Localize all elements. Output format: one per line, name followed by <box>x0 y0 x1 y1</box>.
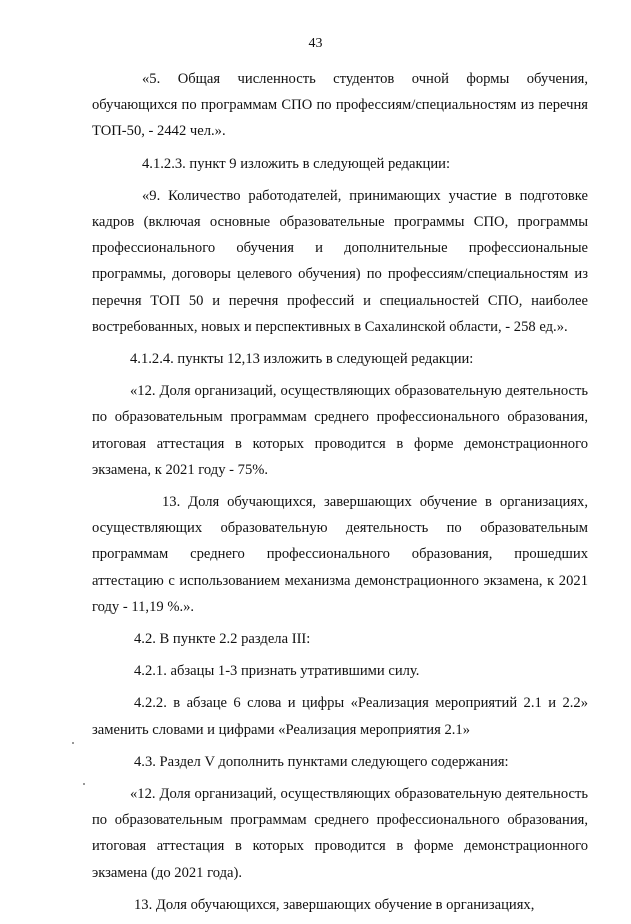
paragraph-item-12: «12. Доля организаций, осуществляющих образовательную деятельность по образовательным программам среднего профессионального образования, итоговая аттестация в которых проводится в форме демонстрационного экзамена, к 2021 году - 75%. <box>92 383 588 478</box>
paragraph-4-3: 4.3. Раздел V дополнить пунктами следующего содержания: <box>134 753 509 770</box>
paragraph-4-2-1: 4.2.1. абзацы 1-3 признать утратившими силу. <box>134 663 420 680</box>
paragraph-4-2: 4.2. В пункте 2.2 раздела III: <box>134 631 311 648</box>
paragraph-section-v-item-13: 13. Доля обучающихся, завершающих обучение в организациях, <box>134 896 535 913</box>
scan-speck <box>72 742 74 744</box>
paragraph-4-1-2-4: 4.1.2.4. пункты 12,13 изложить в следующей редакции: <box>130 351 474 368</box>
paragraph-4-2-2: 4.2.2. в абзаце 6 слова и цифры «Реализация мероприятий 2.1 и 2.2» заменить словами и цифрами «Реализация мероприятия 2.1» <box>92 695 588 738</box>
paragraph-4-1-2-3: 4.1.2.3. пункт 9 изложить в следующей редакции: <box>142 155 451 172</box>
document-body <box>92 66 588 924</box>
paragraph-item-5: «5. Общая численность студентов очной формы обучения, обучающихся по программам СПО по профессиям/специальностям из перечня ТОП-50, - 2442 чел.». <box>92 71 588 140</box>
page-number: 43 <box>308 36 323 51</box>
paragraph-section-v-item-12: «12. Доля организаций, осуществляющих образовательную деятельность по образовательным программам среднего профессионального образования, итоговая аттестация в которых проводится в форме демонстрационного экзамена (до 2021 года). <box>92 786 588 881</box>
paragraph-item-9: «9. Количество работодателей, принимающих участие в подготовке кадров (включая основные образовательные программы СПО, программы профессионального обучения и дополнительные профессиональные программы, договоры целевого обучения) по профессиям/специальностям из перечня ТОП 50 и перечня профессий и специальностей СПО, наиболее востребованных, новых и перспективных в Сахалинской области, - 258 ед.». <box>92 187 588 335</box>
paragraph-item-13: 13. Доля обучающихся, завершающих обучение в организациях, осуществляющих образовательную деятельность по образовательным программам среднего профессионального образования, прошедших аттестацию с использованием механизма демонстрационного экзамена, к 2021 году - 11,19 %.». <box>92 494 588 615</box>
scan-speck <box>83 783 85 785</box>
